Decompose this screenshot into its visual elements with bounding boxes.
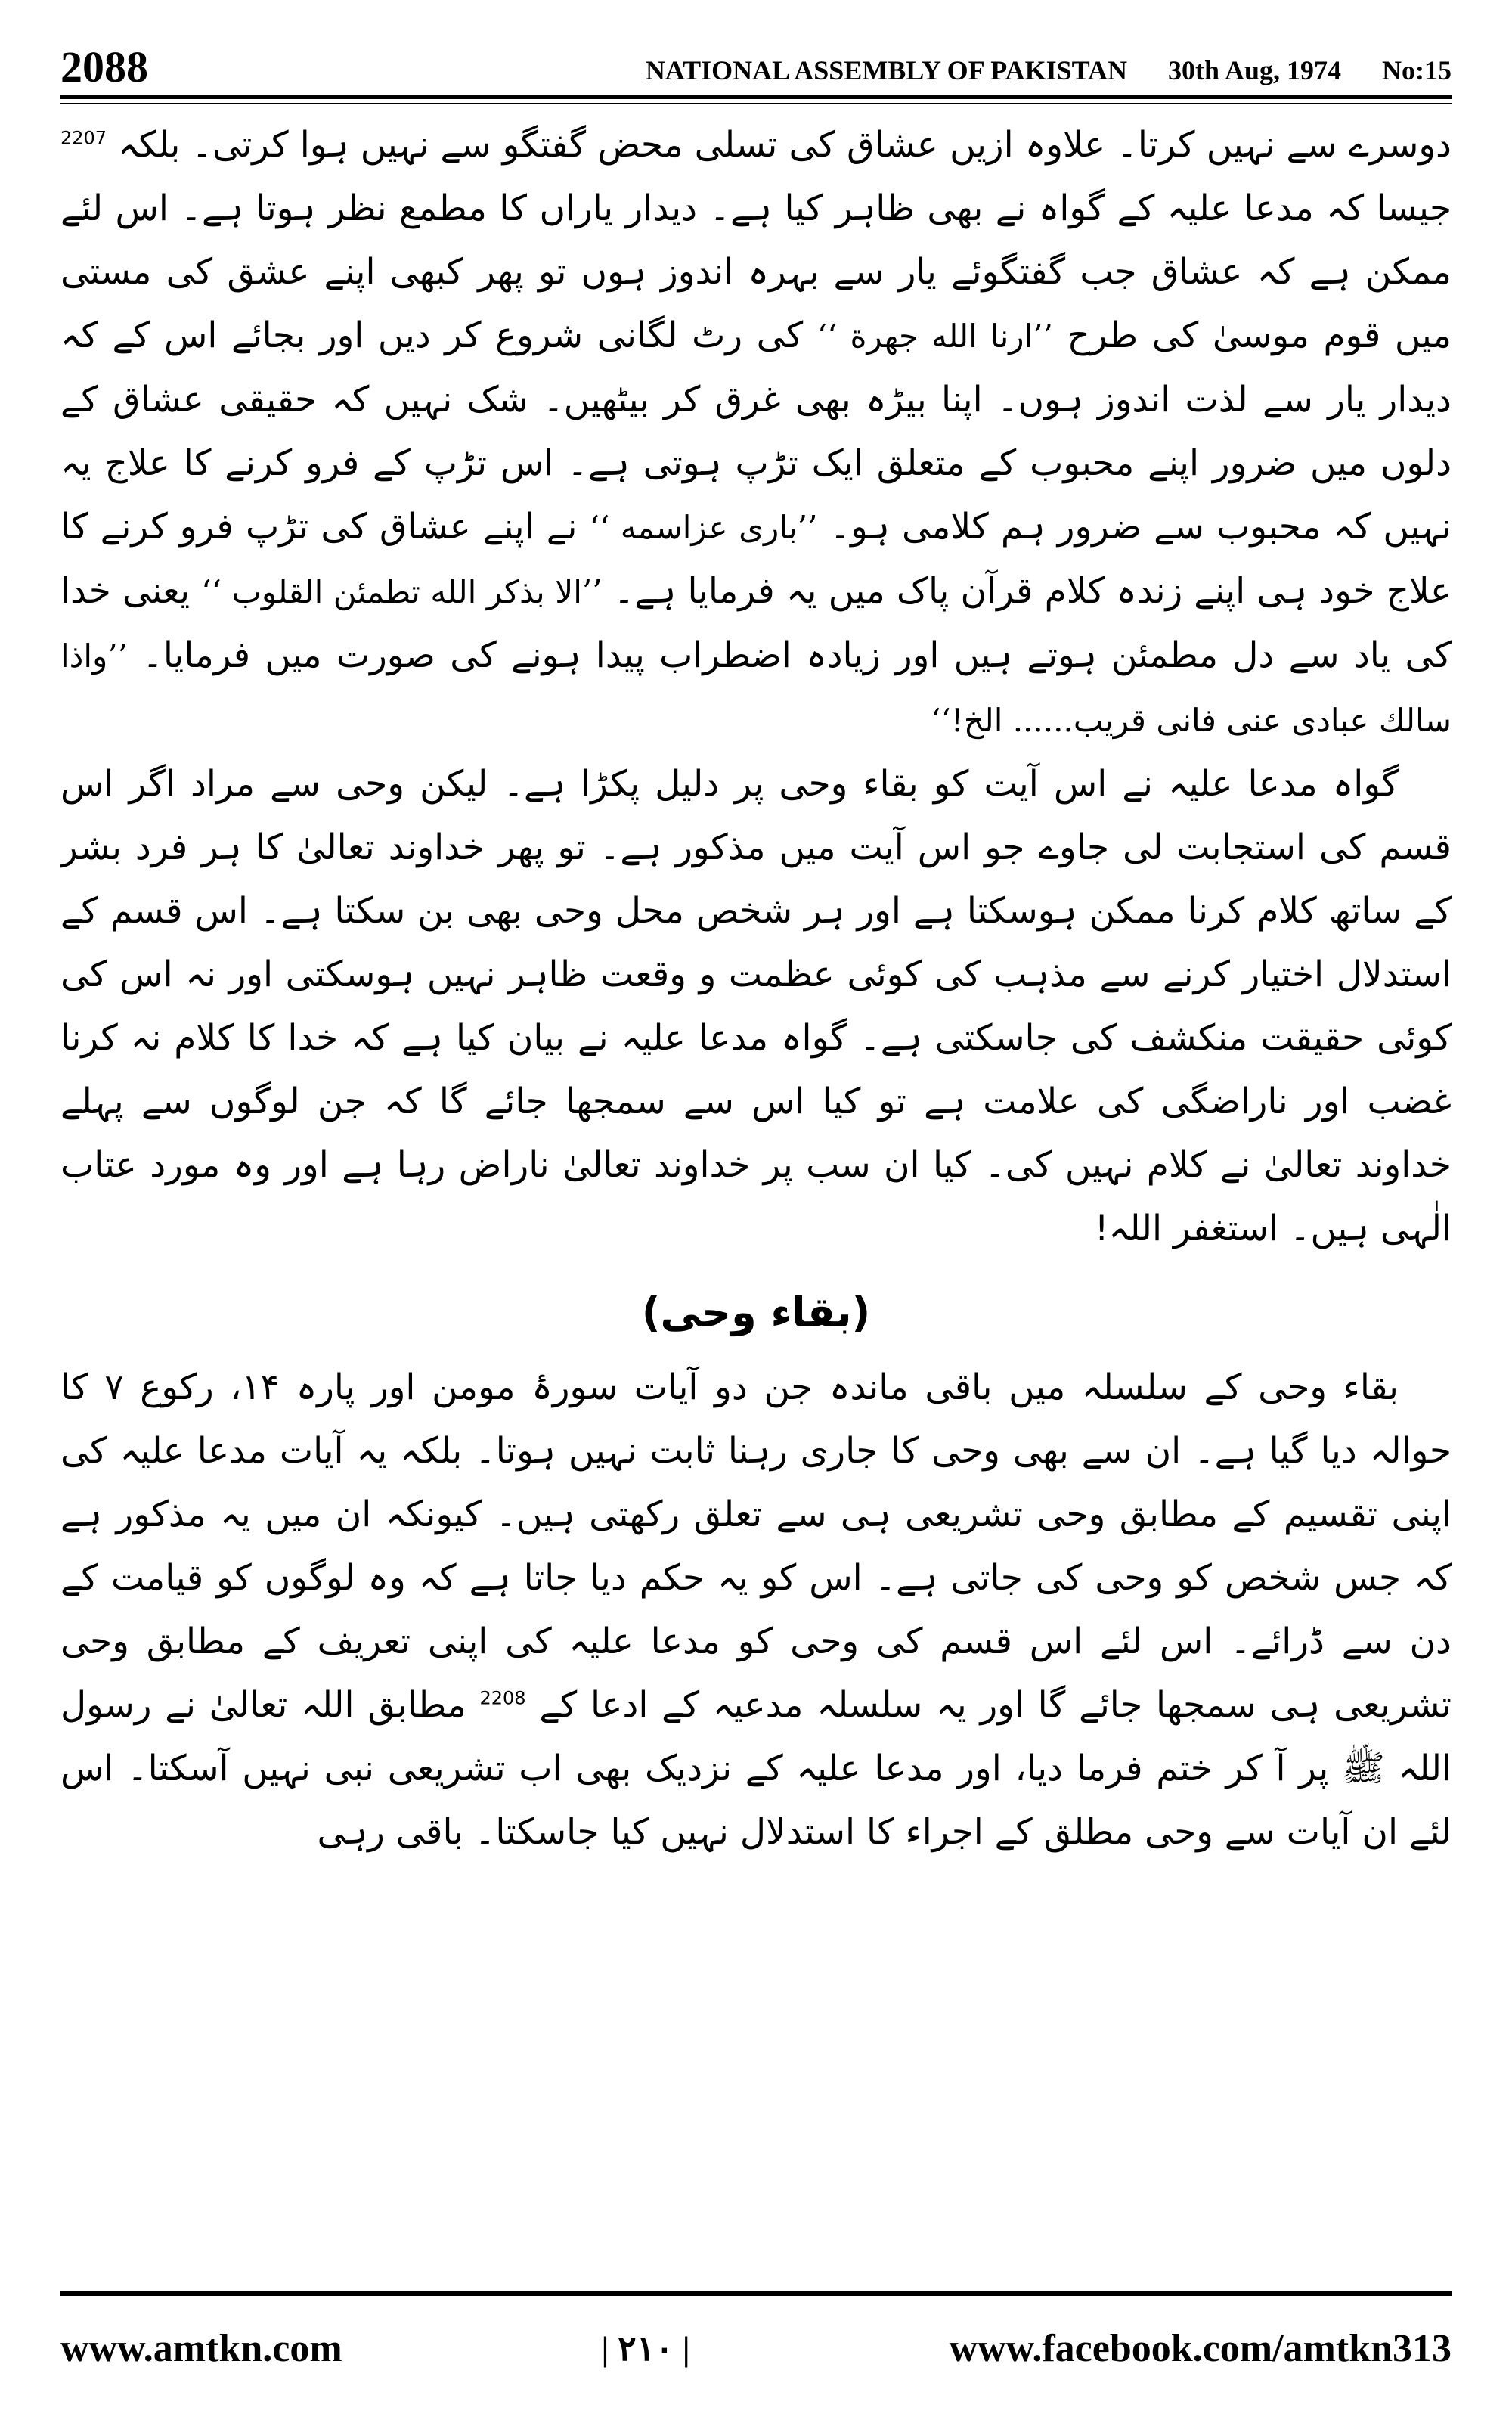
text-run: نے اپنے عشاق کی تڑپ فرو کرنے کا علاج خود ہی اپنے زندہ کلام قرآن پاک میں یہ فرمایا ہے۔ <box>60 506 1452 612</box>
text-run: دوسرے سے نہیں کرتا۔ علاوہ ازیں عشاق کی تسلی محض گفتگو سے نہیں ہوا کرتی۔ بلکہ <box>107 124 1452 166</box>
text-run: بقاء وحی کے سلسلہ میں باقی ماندہ جن دو آیات سورۂ مومن اور پارہ ۱۴، رکوع ۷ کا حوالہ دیا گیا ہے۔ ان سے بھی وحی کا جاری رہنا ثابت نہیں ہوتا۔ بلکہ یہ آیات مدعا علیہ کی اپنی تقسیم کے مطابق وحی تشریعی ہی سے تعلق رکھتی ہیں۔ کیونکہ ان میں یہ مذکور ہے کہ جس شخص کو وحی کی جاتی ہے۔ اس کو یہ حکم دیا جاتا ہے کہ وہ لوگوں کو قیامت کے دن سے ڈرائے۔ اس لئے اس قسم کی وحی کو مدعا علیہ کی اپنی تعریف کے مطابق وحی تشریعی ہی سمجھا جائے گا اور یہ سلسلہ مدعیہ کے ادعا کے <box>60 1367 1452 1726</box>
footnote-marker: 2207 <box>60 127 107 149</box>
session-date: 30th Aug, 1974 <box>1167 55 1341 85</box>
footnote-marker: 2208 <box>479 1687 526 1709</box>
section-heading: (بقاء وحی) <box>641 1289 871 1336</box>
arabic-quote: ’’الا بذكر الله تطمئن القلوب ‘‘ <box>201 573 603 610</box>
footer-rule <box>60 2291 1452 2296</box>
assembly-title: NATIONAL ASSEMBLY OF PAKISTAN <box>645 55 1127 85</box>
page-body <box>60 113 1452 2276</box>
page-header <box>60 29 1452 92</box>
arabic-quote: ’’باری عزاسمه ‘‘ <box>589 509 818 546</box>
session-number: No:15 <box>1382 55 1452 85</box>
header-meta <box>646 54 1452 89</box>
text-run: یعنی خدا کی یاد سے دل مطمئن ہوتے ہیں اور زیادہ اضطراب پیدا ہونے کی صورت میں فرمایا۔ <box>60 570 1452 676</box>
urdu-page-number: | ۲۱۰ | <box>601 2329 690 2368</box>
website-link[interactable]: www.amtkn.com <box>60 2326 342 2370</box>
arabic-quote: ’’ارنا الله جهرة ‘‘ <box>816 318 1053 355</box>
header-rule-thin <box>60 103 1452 104</box>
text-run: جیسا کہ مدعا علیہ کے گواہ نے بھی ظاہر کیا ہے۔ دیدار یاراں کا مطمع نظر ہوتا ہے۔ اس لئے ممکن ہے کہ عشاق جب گفتگوئے یار سے بہرہ اندوز ہوں تو پھر کبھی اپنے عشق کی مستی میں قوم موسیٰ کی طرح <box>60 188 1452 356</box>
paragraph-1 <box>60 113 1452 752</box>
paragraph-3 <box>60 1356 1452 1864</box>
facebook-link[interactable]: www.facebook.com/amtkn313 <box>949 2326 1452 2370</box>
arabic-quote: ’’واذا سالك عبادی عنی فانی قریب...... الخ!‘‘ <box>60 638 1452 739</box>
text-run: کی رٹ لگانی شروع کر دیں اور بجائے اس کے کہ دیدار یار سے لذت اندوز ہوں۔ اپنا بیڑہ بھی غرق کر بیٹھیں۔ شک نہیں کہ حقیقی عشاق کے دلوں میں ضرور اپنے محبوب کے متعلق ایک تڑپ ہوتی ہے۔ اس تڑپ کے فرو کرنے کا علاج یہ نہیں کہ محبوب سے ضرور ہم کلامی ہو۔ <box>60 315 1452 548</box>
text-run: مطابق اللہ تعالیٰ نے رسول اللہ ﷺ پر آ کر ختم فرما دیا، اور مدعا علیہ کے نزدیک بھی اب تشریعی نبی نہیں آسکتا۔ اس لئے ان آیات سے وحی مطلق کے اجراء کا استدلال نہیں کیا جاسکتا۔ باقی رہی <box>60 1684 1452 1853</box>
paragraph-2: گواہ مدعا علیہ نے اس آیت کو بقاء وحی پر دلیل پکڑا ہے۔ لیکن وحی سے مراد اگر اس قسم کی استجابت لی جاوے جو اس آیت میں مذکور ہے۔ تو پھر خداوند تعالیٰ کا ہر فرد بشر کے ساتھ کلام کرنا ممکن ہوسکتا ہے اور ہر شخص محل وحی بھی بن سکتا ہے۔ اس قسم کے استدلال اختیار کرنے سے مذہب کی کوئی عظمت و وقعت ظاہر نہیں ہوسکتی اور نہ اس کی کوئی حقیقت منکشف کی جاسکتی ہے۔ گواہ مدعا علیہ نے بیان کیا ہے کہ خدا کا کلام نہ کرنا غضب اور ناراضگی کی علامت ہے تو کیا اس سے سمجھا جائے گا کہ جن لوگوں سے پہلے خداوند تعالیٰ نے کلام نہیں کی۔ کیا ان سب پر خداوند تعالیٰ ناراض رہا ہے اور وہ مورد عتاب الٰہی ہیں۔ استغفر اللہ! <box>60 763 1452 1249</box>
header-rule <box>60 95 1452 99</box>
page-number: 2088 <box>60 42 148 92</box>
page-footer <box>60 2314 1452 2382</box>
